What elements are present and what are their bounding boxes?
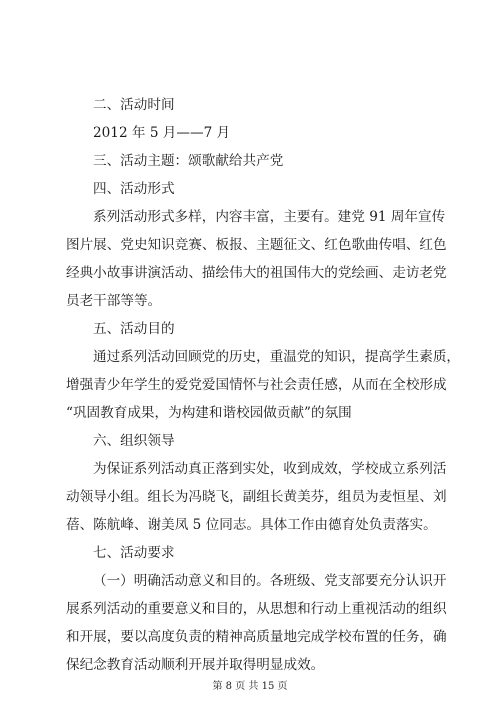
paragraph-line: （一）明确活动意义和目的。各班级、党支部要充分认识开	[93, 573, 447, 589]
section-heading-leadership: 六、组织领导	[93, 433, 175, 449]
paragraph-line: 增强青少年学生的爱党爱国情怀与社会责任感，从而在全校形成	[66, 377, 447, 393]
paragraph-line: 图片展、党史知识竞赛、板报、主题征文、红色歌曲传唱、红色	[66, 237, 447, 253]
page-footer: 第 8 页 共 15 页	[212, 681, 288, 692]
section-heading-time: 二、活动时间	[93, 97, 175, 113]
paragraph-line: 系列活动形式多样，内容丰富，主要有。建党 91 周年宣传	[93, 209, 446, 225]
paragraph-line: 和开展，要以高度负责的精神高质量地完成学校布置的任务，确	[66, 629, 447, 645]
paragraph-line: 经典小故事讲演活动、描绘伟大的祖国伟大的党绘画、走访老党	[66, 265, 447, 281]
paragraph-line: “巩固教育成果，为构建和谐校园做贡献”的氛围	[66, 405, 352, 421]
section-heading-purpose: 五、活动目的	[93, 321, 175, 337]
paragraph-line: 2012 年 5 月——7 月	[93, 125, 231, 141]
paragraph-line: 动领导小组。组长为冯晓飞，副组长黄美芬，组员为麦恒星、刘	[66, 489, 447, 505]
paragraph-line: 保纪念教育活动顺利开展并取得明显成效。	[66, 657, 325, 673]
paragraph-line: 为保证系列活动真正落到实处，收到成效，学校成立系列活	[93, 461, 447, 477]
section-heading-form: 四、活动形式	[93, 181, 175, 197]
section-heading-theme: 三、活动主题：颂歌献给共产党	[93, 153, 284, 169]
paragraph-line: 员老干部等等。	[66, 293, 162, 309]
paragraph-line: 展系列活动的重要意义和目的，从思想和行动上重视活动的组织	[66, 601, 447, 617]
section-heading-requirements: 七、活动要求	[93, 545, 175, 561]
paragraph-line: 蓓、陈航峰、谢美凤 5 位同志。具体工作由德育处负责落实。	[66, 517, 437, 533]
paragraph-line: 通过系列活动回顾党的历史，重温党的知识，提高学生素质，	[93, 349, 461, 365]
